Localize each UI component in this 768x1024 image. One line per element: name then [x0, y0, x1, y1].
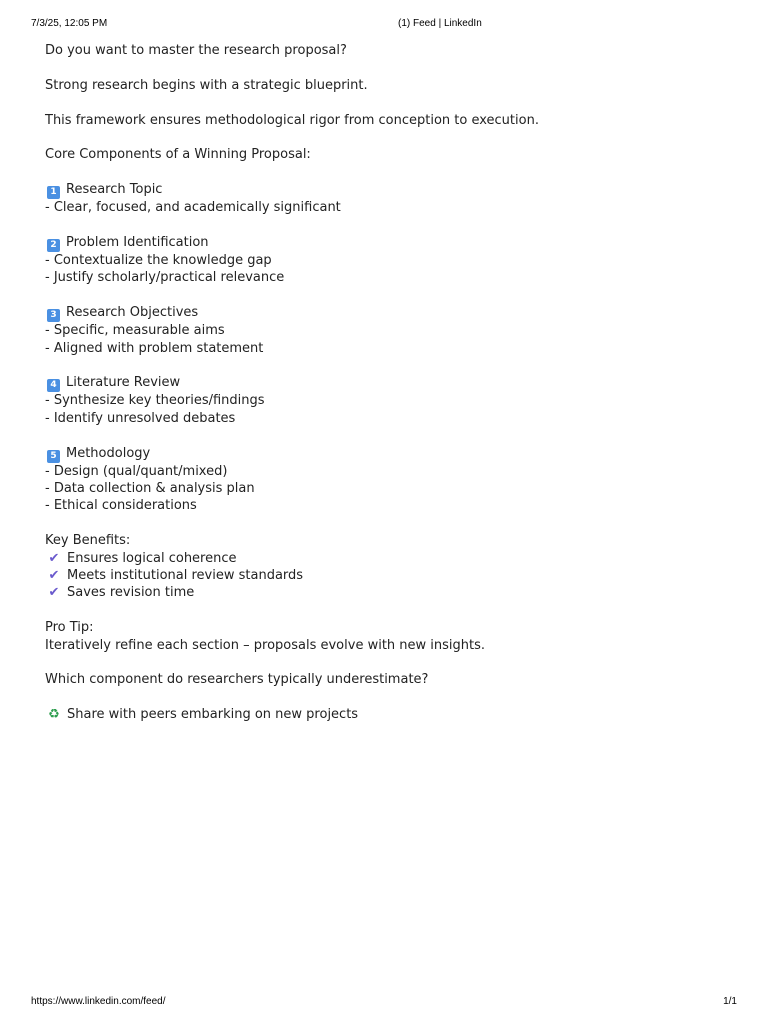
post-intro: [45, 77, 735, 94]
section-problem-identification: [45, 234, 735, 287]
section-title-text: Methodology: [66, 445, 151, 461]
section-title-text: Problem Identification: [66, 234, 209, 250]
section-methodology: [45, 445, 735, 515]
intro-line: This framework ensures methodological rigor from conception to execution.: [45, 112, 539, 128]
intro-line: Strong research begins with a strategic blueprint.: [45, 77, 368, 93]
share-item: [45, 706, 735, 723]
benefit-item: [45, 550, 735, 567]
recycle-icon: ♻: [48, 707, 60, 723]
benefit-text: Meets institutional review standards: [67, 568, 304, 584]
check-mark-icon: ✔: [48, 568, 60, 584]
print-page-title: (1) Feed | LinkedIn: [398, 18, 482, 29]
benefit-text: Ensures logical coherence: [67, 550, 237, 566]
pro-tip-text: Iteratively refine each section – proposals evolve with new insights.: [45, 637, 486, 653]
post-body: [45, 42, 735, 741]
benefit-text: Saves revision time: [67, 585, 195, 601]
section-title-text: Research Objectives: [66, 305, 199, 321]
section-point: - Synthesize key theories/findings: [45, 393, 265, 409]
check-mark-icon: ✔: [48, 550, 60, 566]
post-hook: [45, 42, 735, 59]
print-page-count: 1/1: [723, 996, 737, 1007]
section-point: - Design (qual/quant/mixed): [45, 463, 228, 479]
pro-tip: [45, 619, 735, 654]
section-title: [45, 234, 735, 252]
print-url: https://www.linkedin.com/feed/: [31, 996, 166, 1007]
check-mark-icon: ✔: [48, 585, 60, 601]
key-benefits: [45, 532, 735, 602]
number-4-icon: 4: [47, 379, 60, 392]
section-title: [45, 374, 735, 392]
section-title: [45, 445, 735, 463]
question-text: Which component do researchers typically underestimate?: [45, 672, 429, 688]
section-title: [45, 181, 735, 199]
section-title-text: Literature Review: [66, 375, 181, 391]
intro-line: Core Components of a Winning Proposal:: [45, 147, 311, 163]
engagement-question: [45, 671, 735, 688]
print-header: [0, 18, 768, 32]
post-intro: [45, 112, 735, 129]
section-research-objectives: [45, 304, 735, 357]
components-heading: [45, 146, 735, 163]
benefits-heading: Key Benefits:: [45, 533, 131, 549]
section-point: - Clear, focused, and academically significant: [45, 200, 341, 216]
intro-line: Do you want to master the research proposal?: [45, 43, 347, 58]
number-3-icon: 3: [47, 309, 60, 322]
number-1-icon: 1: [47, 186, 60, 199]
section-point: - Aligned with problem statement: [45, 340, 264, 356]
share-text: Share with peers embarking on new projects: [67, 707, 359, 723]
section-point: - Specific, measurable aims: [45, 323, 225, 339]
section-literature-review: [45, 374, 735, 427]
print-datetime: 7/3/25, 12:05 PM: [31, 18, 108, 29]
section-point: - Identify unresolved debates: [45, 410, 236, 426]
section-title: [45, 304, 735, 322]
print-footer: [0, 996, 768, 1010]
section-research-topic: [45, 181, 735, 216]
section-point: - Data collection & analysis plan: [45, 481, 255, 496]
share-line: [45, 706, 735, 723]
pro-tip-heading: Pro Tip:: [45, 620, 94, 636]
number-5-icon: 5: [47, 450, 60, 463]
section-point: - Justify scholarly/practical relevance: [45, 270, 285, 286]
section-point: - Ethical considerations: [45, 498, 197, 514]
number-2-icon: 2: [47, 239, 60, 252]
section-point: - Contextualize the knowledge gap: [45, 252, 272, 268]
section-title-text: Research Topic: [66, 182, 163, 198]
benefit-item: [45, 567, 735, 584]
benefit-item: [45, 584, 735, 601]
